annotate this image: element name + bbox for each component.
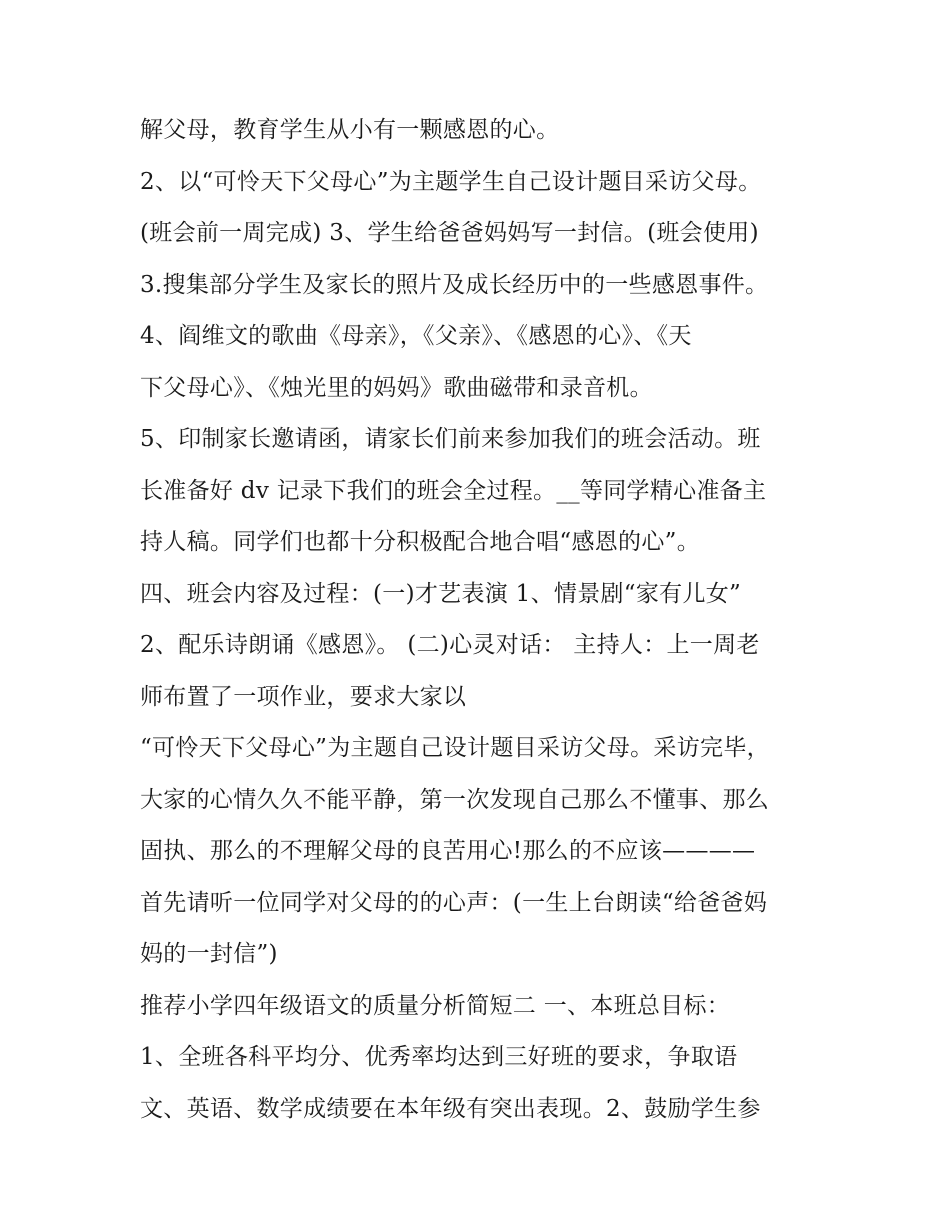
text-line: 长准备好 dv 记录下我们的班会全过程。__等同学精心准备主 <box>140 477 767 504</box>
text-line: 解父母，教育学生从小有一颗感恩的心。 <box>140 117 560 143</box>
text-line: 文、英语、数学成绩要在本年级有突出表现。2、鼓励学生参 <box>140 1095 761 1122</box>
document-body <box>140 108 840 1138</box>
text-line: 3.搜集部分学生及家长的照片及成长经历中的一些感恩事件。 <box>140 271 769 298</box>
text-line: 2、配乐诗朗诵《感恩》。 (二)心灵对话： 主持人：上一周老 <box>140 632 760 658</box>
text-line: 4、阎维文的歌曲《母亲》，《父亲》、《感恩的心》、《天 <box>140 323 692 349</box>
text-line: 5、印制家长邀请函，请家长们前来参加我们的班会活动。班 <box>140 426 761 452</box>
text-line: 四、班会内容及过程：(一)才艺表演 1、情景剧“家有儿女” <box>140 580 742 607</box>
text-line: 持人稿。同学们也都十分积极配合地合唱“感恩的心”。 <box>140 529 701 555</box>
text-line: 推荐小学四年级语文的质量分析简短二 一、本班总目标： <box>140 992 731 1019</box>
text-line: 大家的心情久久不能平静，第一次发现自己那么不懂事、那么 <box>140 786 770 813</box>
text-line: 下父母心》、《烛光里的妈妈》歌曲磁带和录音机。 <box>140 374 653 401</box>
text-line: “可怜天下父母心”为主题自己设计题目采访父母。采访完毕， <box>140 735 770 761</box>
text-line: 妈的一封信”) <box>140 941 278 967</box>
text-line: 固执、那么的不理解父母的良苦用心!那么的不应该———— <box>140 838 756 864</box>
text-line: (班会前一周完成) 3、学生给爸爸妈妈写一封信。(班会使用) <box>140 220 759 246</box>
text-line: 首先请听一位同学对父母的的心声：(一生上台朗读“给爸爸妈 <box>140 889 768 916</box>
text-line: 2、以“可怜天下父母心”为主题学生自己设计题目采访父母。 <box>140 168 762 195</box>
text-line: 师布置了一项作业，要求大家以 <box>140 683 467 710</box>
text-line: 1、全班各科平均分、优秀率均达到三好班的要求，争取语 <box>140 1044 738 1070</box>
